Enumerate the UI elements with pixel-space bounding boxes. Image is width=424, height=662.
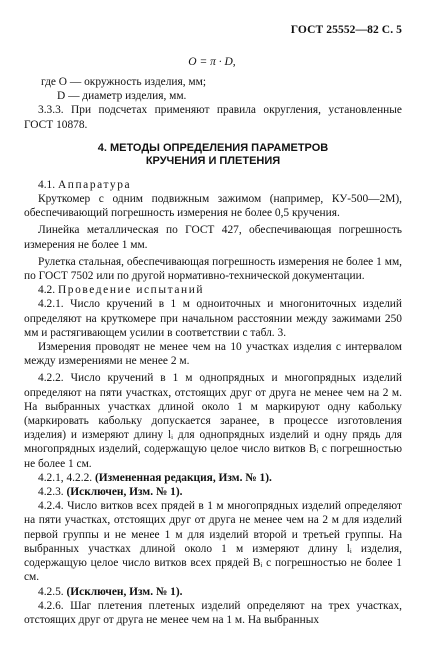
page-header: ГОСТ 25552—82 С. 5 [290,24,402,36]
subsection-4-1-heading [24,178,402,192]
revision-note-number: 4.2.1, 4.2.2. [38,471,95,484]
paragraph-4-2-2: 4.2.2. Число кручений в 1 м однопрядных и многопрядных изделий определяют на пяти участках, отстоящих друг от друга не менее чем на 2 м. На выбранных участках длиной около 1 м маркируют одну кабольку (маркировать кабольку допускается заранее, в процессе изготовления изделия) и измеряют длину lᵢ для однопрядных изделий и одну прядь для многопрядных изделий, содержащую целое число витков Bᵢ с погрешностью не более 1 см. [24,372,402,470]
formula-circumference: O = π · D, [188,56,236,68]
paragraph-3-3-3: 3.3.3. При подсчетах применяют правила округления, установленные ГОСТ 10878. [24,104,402,131]
paragraph-4-2-1-b: Измерения проводят не менее чем на 10 участках изделия с интервалом между измерениями не менее 2 м. [24,341,402,368]
paragraph-ruletka: Рулетка стальная, обеспечивающая погрешность измерения не более 1 мм, по ГОСТ 7502 или по другой нормативно-технической документации. [24,255,402,283]
paragraph-krutkomer: Круткомер с одним подвижным зажимом (например, КУ-500—2М), обеспечивающий погрешность измерения не более 0,5 кручения. [24,193,402,220]
section-4-title-line2: КРУЧЕНИЯ И ПЛЕТЕНИЯ [145,155,281,168]
definition-o: где O — окружность изделия, мм; [41,76,206,88]
page-body [24,75,402,627]
paragraph-4-2-4: 4.2.4. Число витков всех прядей в 1 м многопрядных изделий определяют на пяти участках, отстоящих друг от друга не менее чем на 2 м для изделий первой группы и не менее 1 м для изделий второй и третьей группы. На выбранных участках длиной около 1 м измеряют длину lᵢ изделия, содержащую целое число витков всех прядей Bᵢ с погрешностью не более 1 см. [24,500,402,584]
paragraph-4-2-6: 4.2.6. Шаг плетения плетеных изделий определяют на трех участках, отстоящих друг от друга не менее чем на 1 м. На выбранных [24,599,402,626]
subsection-4-1-title: Аппаратура [57,178,132,191]
subsection-4-2-title: Проведение испытаний [57,284,205,297]
paragraph-4-2-3-note: (Исключен, Изм. № 1). [66,486,183,499]
paragraph-lineyka: Линейка металлическая по ГОСТ 427, обеспечивающая погрешность измерения не более 1 мм. [24,224,402,251]
subsection-4-2-number: 4.2. [38,284,56,297]
definition-d: D — диаметр изделия, мм. [57,90,187,103]
paragraph-4-2-5-note: (Исключен, Изм. № 1). [66,585,183,598]
paragraph-4-2-1: 4.2.1. Число кручений в 1 м одноиточных и многониточных изделий определяют на круткомере при начальном расстоянии между зажимами 250 мм и растягивающем усилии в соответствии с табл. 3. [24,298,402,339]
subsection-4-1-number: 4.1. [38,178,56,191]
section-4-title-line1: 4. МЕТОДЫ ОПРЕДЕЛЕНИЯ ПАРАМЕТРОВ [97,141,329,154]
subsection-4-2-heading [24,283,402,297]
paragraph-4-2-5-number: 4.2.5. [38,585,67,598]
revision-note-text: (Измененная редакция, Изм. № 1). [94,471,272,484]
section-4-title [24,142,402,169]
revision-note-4-2-1-4-2-2 [24,471,402,485]
paragraph-4-2-3 [24,485,402,499]
paragraph-4-2-3-number: 4.2.3. [38,486,67,499]
paragraph-4-2-5 [24,585,402,599]
